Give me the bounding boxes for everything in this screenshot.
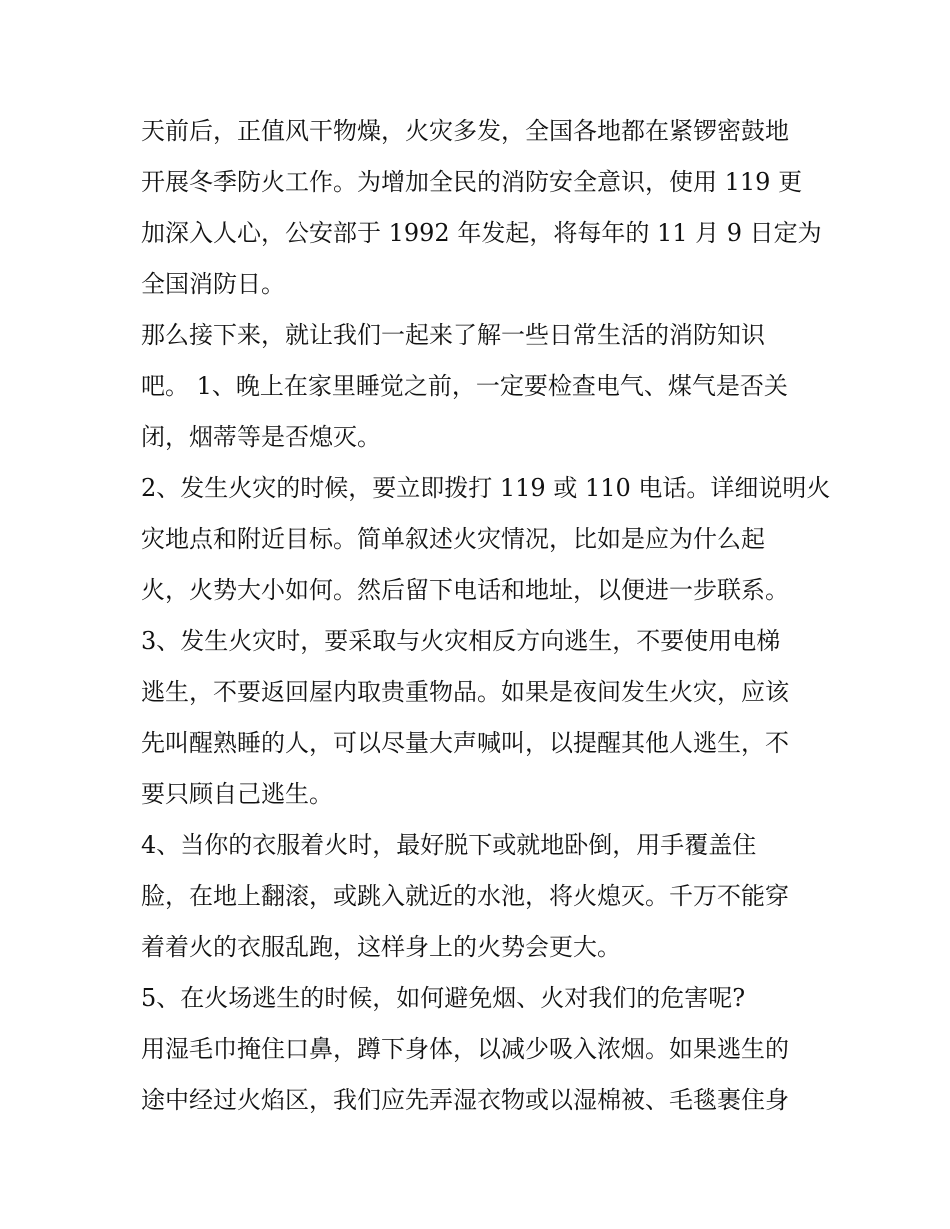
document-body (141, 106, 831, 1126)
text-line: 开展冬季防火工作。为增加全民的消防安全意识，使用 119 更 (141, 168, 803, 196)
text-line: 天前后，正值风干物燥，火灾多发，全国各地都在紧锣密鼓地 (141, 117, 789, 145)
text-line: 那么接下来，就让我们一起来了解一些日常生活的消防知识 (141, 321, 765, 349)
text-line: 脸，在地上翻滚，或跳入就近的水池，将火熄灭。千万不能穿 (141, 882, 789, 910)
text-line: 火，火势大小如何。然后留下电话和地址，以便进一步联系。 (141, 576, 789, 604)
text-line: 4、当你的衣服着火时，最好脱下或就地卧倒，用手覆盖住 (141, 831, 757, 859)
text-line: 着着火的衣服乱跑，这样身上的火势会更大。 (141, 933, 621, 961)
text-line: 加深入人心，公安部于 1992 年发起，将每年的 11 月 9 日定为 (141, 219, 822, 247)
text-line: 灾地点和附近目标。简单叙述火灾情况，比如是应为什么起 (141, 525, 765, 553)
text-line: 吧。 1、晚上在家里睡觉之前，一定要检查电气、煤气是否关 (141, 372, 788, 400)
text-line: 用湿毛巾掩住口鼻，蹲下身体，以减少吸入浓烟。如果逃生的 (141, 1035, 789, 1063)
text-line: 要只顾自己逃生。 (141, 780, 333, 808)
text-line: 5、在火场逃生的时候，如何避免烟、火对我们的危害呢? (141, 984, 746, 1012)
text-line: 途中经过火焰区，我们应先弄湿衣物或以湿棉被、毛毯裹住身 (141, 1086, 789, 1114)
text-line: 3、发生火灾时，要采取与火灾相反方向逃生，不要使用电梯 (141, 627, 781, 655)
text-line: 闭，烟蒂等是否熄灭。 (141, 423, 381, 451)
text-line: 全国消防日。 (141, 270, 285, 298)
text-line: 先叫醒熟睡的人，可以尽量大声喊叫，以提醒其他人逃生，不 (141, 729, 789, 757)
text-line: 2、发生火灾的时候，要立即拨打 119 或 110 电话。详细说明火 (141, 474, 831, 502)
text-line: 逃生，不要返回屋内取贵重物品。如果是夜间发生火灾，应该 (141, 678, 789, 706)
